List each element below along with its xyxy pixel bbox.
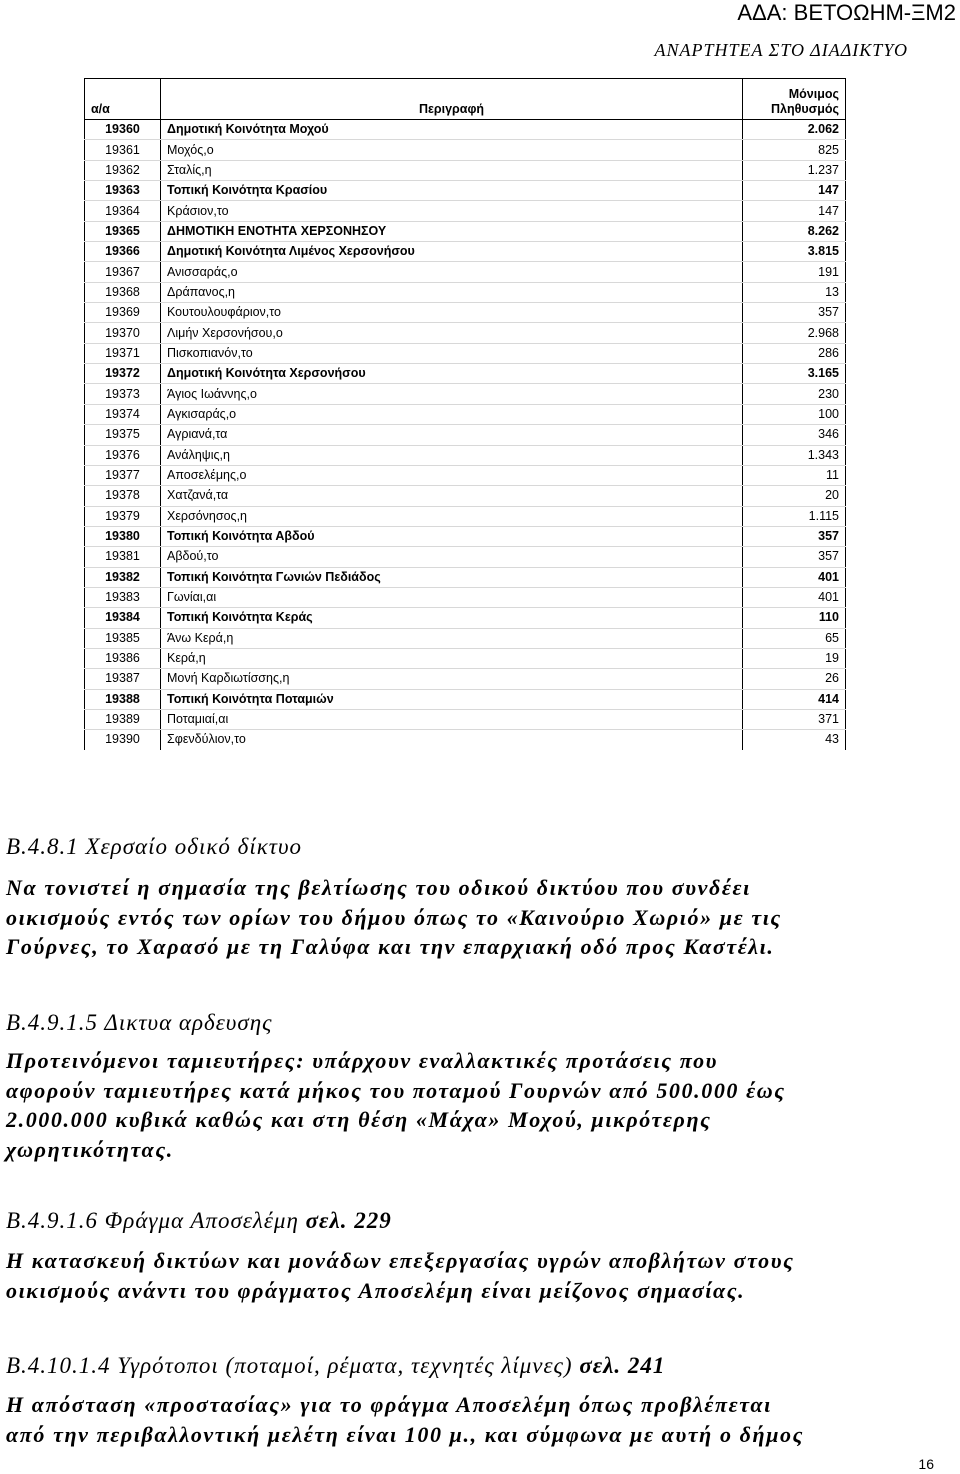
cell-aa: 19379 [85,506,161,526]
cell-population: 230 [743,384,846,404]
cell-aa: 19368 [85,282,161,302]
cell-population: 3.165 [743,364,846,384]
paragraph-irrigation: Προτεινόμενοι ταμιευτήρες: υπάρχουν εναλλακτικές προτάσεις που αφορούν ταμιευτήρες κατά μήκος του ποταμού Γουρνών από 500.000 έως 2.000.000 κυβικά καθώς και στη θέση «Μάχα» Μοχού, μικρότερης χωρητικότητας. [6,1048,786,1162]
cell-population: 26 [743,669,846,689]
cell-population: 100 [743,404,846,424]
cell-population: 191 [743,262,846,282]
cell-description: Ανισσαράς,ο [161,262,743,282]
cell-population: 147 [743,181,846,201]
cell-aa: 19374 [85,404,161,424]
table-header-row [85,79,846,120]
cell-description: Λιμήν Χερσονήσου,ο [161,323,743,343]
cell-description: Γωνίαι,αι [161,587,743,607]
cell-aa: 19363 [85,181,161,201]
cell-description: Άνω Κερά,η [161,628,743,648]
cell-population: 13 [743,282,846,302]
cell-population: 357 [743,303,846,323]
cell-aa: 19384 [85,608,161,628]
table-row [85,648,846,668]
table-row [85,608,846,628]
cell-population: 286 [743,343,846,363]
cell-description: Κουτουλουφάριον,το [161,303,743,323]
cell-aa: 19383 [85,587,161,607]
cell-population: 414 [743,689,846,709]
table-row [85,343,846,363]
cell-population: 357 [743,547,846,567]
cell-description: Δημοτική Κοινότητα Μοχού [161,120,743,140]
table-row [85,526,846,546]
header-aa: α/α [85,79,161,120]
table-row [85,160,846,180]
cell-description: Δημοτική Κοινότητα Λιμένος Χερσονήσου [161,242,743,262]
section-title-irrigation: Β.4.9.1.5 Δικτυα αρδευσης [6,1010,273,1035]
cell-description: Χερσόνησος,η [161,506,743,526]
cell-aa: 19376 [85,445,161,465]
cell-population: 19 [743,648,846,668]
cell-aa: 19369 [85,303,161,323]
cell-population: 346 [743,425,846,445]
cell-population: 357 [743,526,846,546]
cell-aa: 19370 [85,323,161,343]
cell-description: Κερά,η [161,648,743,668]
cell-aa: 19365 [85,221,161,241]
cell-description: Ανάληψις,η [161,445,743,465]
cell-aa: 19381 [85,547,161,567]
table-row [85,425,846,445]
table-row [85,201,846,221]
table-row [85,384,846,404]
paragraph-road-network: Να τονιστεί η σημασία της βελτίωσης του οδικού δικτύου που συνδέει οικισμούς εντός των ορίων του δήμου όπως το «Καινούριο Χωριό» με τις Γούρνες, το Χαρασό με τη Γαλύφα και την επαρχιακή οδό προς Καστέλι. [6,875,782,959]
cell-description: Χατζανά,τα [161,486,743,506]
cell-aa: 19360 [85,120,161,140]
cell-aa: 19389 [85,709,161,729]
cell-description: Τοπική Κοινότητα Ποταμιών [161,689,743,709]
publication-note: ΑΝΑΡΤΗΤΕΑ ΣΤΟ ΔΙΑΔΙΚΤΥΟ [654,40,908,60]
cell-population: 401 [743,567,846,587]
cell-aa: 19385 [85,628,161,648]
cell-aa: 19388 [85,689,161,709]
table-row [85,445,846,465]
cell-aa: 19367 [85,262,161,282]
cell-description: Αγκισαράς,ο [161,404,743,424]
cell-aa: 19378 [85,486,161,506]
table-row [85,465,846,485]
cell-aa: 19390 [85,730,161,750]
cell-population: 401 [743,587,846,607]
cell-description: Μοχός,ο [161,140,743,160]
table-row [85,587,846,607]
page-number: 16 [918,1456,934,1472]
cell-description: Τοπική Κοινότητα Γωνιών Πεδιάδος [161,567,743,587]
section-title-dam: Β.4.9.1.6 Φράγμα Αποσελέμη σελ. 229 [6,1208,392,1233]
cell-aa: 19362 [85,160,161,180]
cell-aa: 19371 [85,343,161,363]
table-row [85,262,846,282]
cell-description: ΔΗΜΟΤΙΚΗ ΕΝΟΤΗΤΑ ΧΕΡΣΟΝΗΣΟΥ [161,221,743,241]
table-row [85,404,846,424]
table-row [85,567,846,587]
table-row [85,689,846,709]
cell-description: Πισκοπιανόν,το [161,343,743,363]
table-row [85,120,846,140]
paragraph-wetlands: Η απόσταση «προστασίας» για το φράγμα Αποσελέμη όπως προβλέπεται από την περιβαλλοντική μελέτη είναι 100 μ., και σύμφωνα με αυτή ο δήμος [6,1392,805,1447]
cell-aa: 19361 [85,140,161,160]
cell-population: 65 [743,628,846,648]
table-row [85,323,846,343]
cell-population: 2.968 [743,323,846,343]
population-table [84,78,846,750]
ada-code: ΑΔΑ: ΒΕΤΟΩΗΜ-ΞΜ2 [737,0,956,25]
table-row [85,486,846,506]
cell-aa: 19377 [85,465,161,485]
header-population: Μόνιμος Πληθυσμός [743,79,846,120]
cell-aa: 19372 [85,364,161,384]
cell-population: 1.237 [743,160,846,180]
cell-description: Τοπική Κοινότητα Αβδού [161,526,743,546]
cell-description: Ποταμιαί,αι [161,709,743,729]
table-row [85,628,846,648]
table-row [85,181,846,201]
table-row [85,221,846,241]
cell-description: Σφενδύλιον,το [161,730,743,750]
cell-population: 110 [743,608,846,628]
cell-population: 43 [743,730,846,750]
cell-population: 825 [743,140,846,160]
table-row [85,730,846,750]
cell-population: 20 [743,486,846,506]
table-row [85,242,846,262]
cell-aa: 19387 [85,669,161,689]
table-row [85,669,846,689]
cell-description: Άγιος Ιωάννης,ο [161,384,743,404]
cell-description: Κράσιον,το [161,201,743,221]
cell-population: 2.062 [743,120,846,140]
cell-population: 11 [743,465,846,485]
table-row [85,547,846,567]
cell-aa: 19386 [85,648,161,668]
cell-aa: 19366 [85,242,161,262]
cell-aa: 19373 [85,384,161,404]
paragraph-dam: Η κατασκευή δικτύων και μονάδων επεξεργασίας υγρών αποβλήτων στους οικισμούς ανάντι του φράγματος Αποσελέμη είναι μείζονος σημασίας. [6,1248,795,1303]
cell-aa: 19382 [85,567,161,587]
section-title-road-network: Β.4.8.1 Χερσαίο οδικό δίκτυο [6,834,303,859]
cell-description: Αγριανά,τα [161,425,743,445]
table-row [85,282,846,302]
cell-description: Δράπανος,η [161,282,743,302]
cell-description: Σταλίς,η [161,160,743,180]
cell-population: 3.815 [743,242,846,262]
table-row [85,140,846,160]
cell-description: Τοπική Κοινότητα Κρασίου [161,181,743,201]
cell-description: Δημοτική Κοινότητα Χερσονήσου [161,364,743,384]
cell-aa: 19380 [85,526,161,546]
cell-population: 1.115 [743,506,846,526]
cell-description: Τοπική Κοινότητα Κεράς [161,608,743,628]
cell-population: 8.262 [743,221,846,241]
cell-description: Μονή Καρδιωτίσσης,η [161,669,743,689]
cell-population: 147 [743,201,846,221]
cell-population: 1.343 [743,445,846,465]
header-description: Περιγραφή [161,79,743,120]
cell-aa: 19375 [85,425,161,445]
table-row [85,303,846,323]
cell-description: Αποσελέμης,ο [161,465,743,485]
cell-aa: 19364 [85,201,161,221]
table-row [85,506,846,526]
section-title-wetlands: Β.4.10.1.4 Υγρότοποι (ποταμοί, ρέματα, τεχνητές λίμνες) σελ. 241 [6,1353,666,1378]
cell-description: Αβδού,το [161,547,743,567]
table-row [85,709,846,729]
cell-population: 371 [743,709,846,729]
table-row [85,364,846,384]
